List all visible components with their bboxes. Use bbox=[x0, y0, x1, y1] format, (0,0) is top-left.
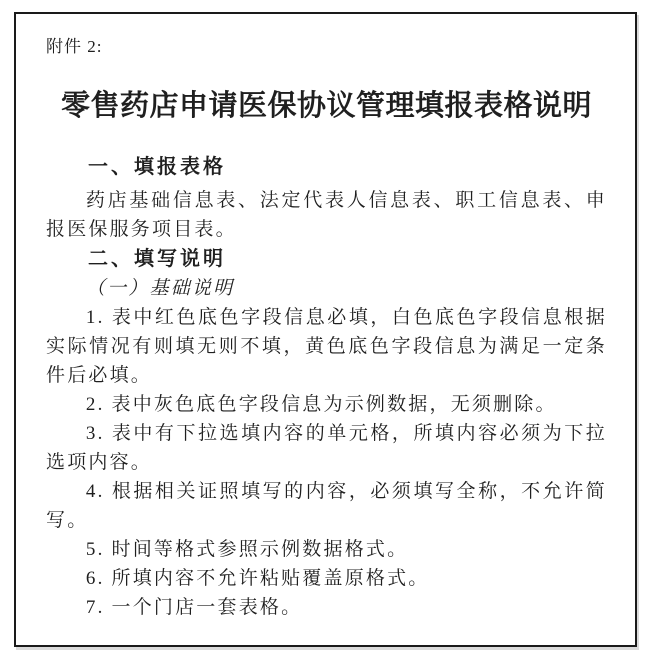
forms-list-paragraph: 药店基础信息表、法定代表人信息表、职工信息表、申报医保服务项目表。 bbox=[46, 190, 607, 240]
instruction-item-5: 5. 时间等格式参照示例数据格式。 bbox=[85, 539, 409, 560]
document-title: 零售药店申请医保协议管理填报表格说明 bbox=[60, 90, 592, 122]
instruction-item-2: 2. 表中灰色底色字段信息为示例数据，无须删除。 bbox=[85, 394, 557, 415]
section-heading-forms: 一、填报表格 bbox=[88, 156, 226, 178]
instruction-item-4: 4. 根据相关证照填写的内容，必须填写全称，不允许简写。 bbox=[46, 481, 607, 531]
attachment-label: 附件 2: bbox=[46, 37, 103, 56]
subsection-heading-basic-notes: （一）基础说明 bbox=[85, 278, 235, 299]
instruction-item-3: 3. 表中有下拉选填内容的单元格，所填内容必须为下拉选项内容。 bbox=[46, 423, 607, 473]
instruction-item-1: 1. 表中红色底色字段信息必填，白色底色字段信息根据实际情况有则填无则不填，黄色底色字段信息为满足一定条件后必填。 bbox=[46, 307, 607, 386]
section-heading-instructions: 二、填写说明 bbox=[88, 248, 226, 270]
page-border-frame bbox=[14, 12, 637, 647]
instruction-item-7: 7. 一个门店一套表格。 bbox=[85, 597, 303, 618]
instruction-item-6: 6. 所填内容不允许粘贴覆盖原格式。 bbox=[85, 568, 430, 589]
